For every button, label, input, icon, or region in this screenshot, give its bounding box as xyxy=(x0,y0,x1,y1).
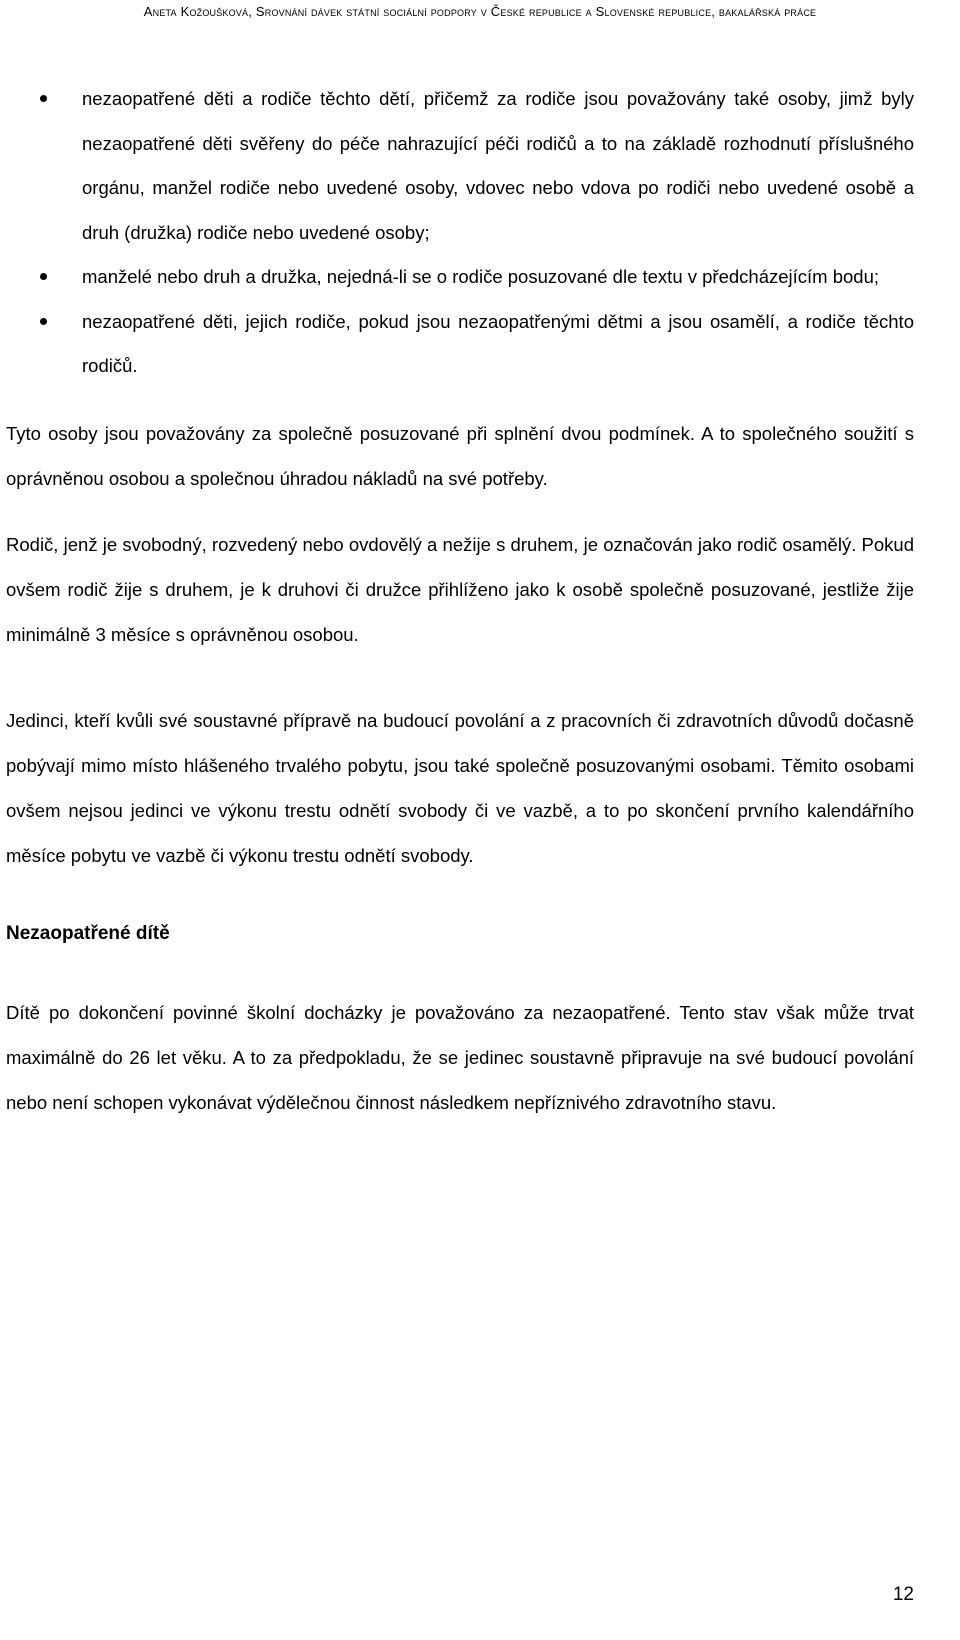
document-body xyxy=(6,77,914,1125)
paragraph-single-parent: Rodič, jenž je svobodný, rozvedený nebo ovdovělý a nežije s druhem, je označován jako rodič osamělý. Pokud ovšem rodič žije s druhem, je k druhovi či družce přihlíženo jako k osobě společně posuzované, jestliže žije minimálně 3 měsíce s oprávněnou osobou. xyxy=(6,533,914,645)
paragraph-conditions: Tyto osoby jsou považovány za společně posuzované při splnění dvou podmínek. A to společného soužití s oprávněnou osobou a společnou úhradou nákladů na své potřeby. xyxy=(6,422,914,489)
bullet-item xyxy=(6,77,914,255)
paragraph-dependent-child: Dítě po dokončení povinné školní docházky je považováno za nezaopatřené. Tento stav však může trvat maximálně do 26 let věku. A to za předpokladu, že se jedinec soustavně připravuje na své budoucí povolání nebo není schopen vykonávat výdělečnou činnost následkem nepříznivého zdravotního stavu. xyxy=(6,1001,914,1113)
bullet-dot-icon xyxy=(40,95,47,102)
bullet-dot-icon xyxy=(40,318,47,325)
bullet-text: nezaopatřené děti a rodiče těchto dětí, přičemž za rodiče jsou považovány také osoby, jimž byly nezaopatřené děti svěřeny do péče nahrazující péči rodičů a to na základě rozhodnutí příslušného orgánu, manžel rodiče nebo uvedené osoby, vdovec nebo vdova po rodiči nebo uvedené osobě a druh (družka) rodiče nebo uvedené osoby; xyxy=(82,88,914,243)
bullet-item xyxy=(6,255,914,300)
running-header-title: Aneta Kožoušková, Srovnání dávek státní sociální podpory v České republice a Slovenské republice, bakalářská práce xyxy=(143,4,817,19)
section-heading: Nezaopatřené dítě xyxy=(6,922,170,944)
bullet-text: nezaopatřené děti, jejich rodiče, pokud jsou nezaopatřenými dětmi a jsou osamělí, a rodiče těchto rodičů. xyxy=(82,310,914,376)
bullet-item xyxy=(6,300,914,389)
bullet-text: manželé nebo druh a družka, nejedná-li se o rodiče posuzované dle textu v předcházejícím bodu; xyxy=(82,266,880,287)
running-header xyxy=(0,4,960,19)
bullet-list xyxy=(6,77,914,389)
page-number: 12 xyxy=(892,1584,914,1605)
paragraph-temporary-residence: Jedinci, kteří kvůli své soustavné přípravě na budoucí povolání a z pracovních či zdravotních důvodů dočasně pobývají mimo místo hlášeného trvalého pobytu, jsou také společně posuzovanými osobami. Těmito osobami ovšem nejsou jedinci ve výkonu trestu odnětí svobody či ve vazbě, a to po skončení prvního kalendářního měsíce pobytu ve vazbě či výkonu trestu odnětí svobody. xyxy=(6,709,914,866)
bullet-dot-icon xyxy=(40,273,47,280)
